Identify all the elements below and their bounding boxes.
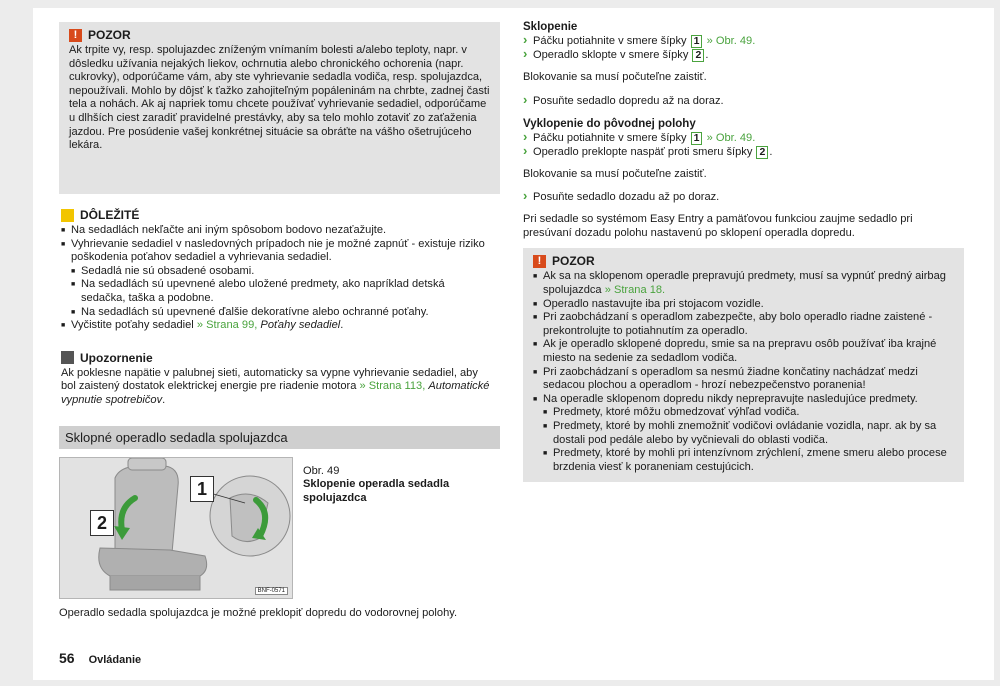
body-text: Operadlo sedadla spolujazdca je možné preklopiť dopredu do vodorovnej polohy. bbox=[59, 606, 458, 619]
caution-subbullet: ■ Na sedadlách sú upevnené alebo uložené predmety, ako napríklad detská sedačka, taška a podobne. bbox=[61, 278, 490, 305]
lock-text: Blokovanie sa musí počuteľne zaistiť. bbox=[523, 71, 707, 83]
manual-page bbox=[33, 8, 994, 680]
warning-subbullet: ■ Predmety, ktoré by mohli znemožniť vodičovi ovládanie vozidla, napr. ak by sa dostali pod pedále alebo by vyčnievali do oblasti vodiča. bbox=[533, 420, 954, 447]
warning-bullet: ■ Pri zaobchádzaní s operadlom zabezpečte, aby bolo operadlo riadne zaistené - prekontrolujte to potiahnutím za operadlo. bbox=[533, 311, 954, 338]
figure-caption bbox=[303, 465, 500, 599]
page-footer bbox=[59, 650, 141, 666]
seat-illustration bbox=[59, 457, 293, 599]
figure-title: Sklopenie operadla sedadla spolujazdca bbox=[303, 478, 450, 504]
footer-section: Ovládanie bbox=[88, 654, 142, 666]
warning-bullet: ■ Operadlo nastavujte iba pri stojacom vozidle. bbox=[533, 298, 954, 312]
figure-49 bbox=[59, 457, 500, 599]
page-link[interactable]: » Strana 99, bbox=[196, 319, 258, 332]
step-number: 1 bbox=[691, 132, 703, 145]
warning-icon: ! bbox=[69, 29, 82, 42]
info-icon: . bbox=[61, 351, 74, 364]
warning-bullet: ■ Ak sa na sklopenom operadle prepravujú predmety, musí sa vypnúť predný airbag spolujazdca » Strana 18. bbox=[533, 270, 954, 297]
page-link[interactable]: » Strana 113, bbox=[359, 380, 426, 393]
warning-subbullet: ■ Predmety, ktoré by mohli pri intenzívnom zrýchlení, zmene smeru alebo procese brzdenia viesť k poraneniam cestujúcich. bbox=[533, 447, 954, 474]
figure-link[interactable]: » Obr. 49. bbox=[706, 131, 756, 144]
warning-bullet: ■ Na operadle sklopenom dopredu nikdy neprepravujte nasledujúce predmety. bbox=[533, 393, 954, 407]
warning-subbullet: ■ Predmety, ktoré môžu obmedzovať výhľad vodiča. bbox=[533, 406, 954, 420]
caution-subbullet: ■ Na sedadlách sú upevnené ďalšie dekoratívne alebo ochranné poťahy. bbox=[61, 306, 490, 320]
warning-box-heating bbox=[59, 22, 500, 194]
figure-link[interactable]: » Obr. 49. bbox=[706, 35, 756, 47]
note-title: Upozornenie bbox=[80, 350, 153, 365]
page-number: 56 bbox=[59, 650, 75, 666]
figure-code: BNF-0571 bbox=[255, 587, 288, 595]
step: › Posuňte sedadlo dopredu až na doraz. bbox=[523, 94, 964, 108]
note-text: Ak poklesne napätie v palubnej sieti, automaticky sa vypne vyhrievanie sedadiel, aby bol zaistený dostatok elektrickej energie pre riadenie motora » Strana 113, Automatické vypnutie spotrebičov. bbox=[61, 366, 490, 406]
easy-entry-text: Pri sedadle so systémom Easy Entry a pamäťovou funkciou zaujme sedadlo pri presúvaní dozadu polohu nastavenú po sklopení operadla dopredu. bbox=[523, 213, 913, 239]
step: › Operadlo sklopte v smere šípky 2 . bbox=[523, 48, 964, 62]
step-number: 1 bbox=[691, 35, 703, 48]
step: › Posuňte sedadlo dozadu až po doraz. bbox=[523, 190, 964, 204]
callout-2: 2 bbox=[90, 510, 114, 536]
warning-bullet: ■ Ak je operadlo sklopené dopredu, smie sa na prepravu osôb používať iba krajné miesto na sedenie za sedadlom vodiča. bbox=[533, 338, 954, 365]
step: › Páčku potiahnite v smere šípky 1 » Obr. 49. bbox=[523, 131, 964, 145]
warning-title: POZOR bbox=[88, 28, 131, 42]
right-column bbox=[523, 20, 964, 482]
step: › Operadlo preklopte naspäť proti smeru šípky 2 . bbox=[523, 145, 964, 159]
unfold-heading: Vyklopenie do pôvodnej polohy bbox=[523, 117, 696, 130]
fold-heading: Sklopenie bbox=[523, 21, 578, 33]
step-number: 2 bbox=[756, 146, 768, 159]
warning-box-backrest bbox=[523, 248, 964, 482]
step: › Páčku potiahnite v smere šípky 1 » Obr. 49. bbox=[523, 34, 964, 48]
caution-bullet: ■ Na sedadlách nekľačte ani iným spôsobom bodovo nezaťažujte. bbox=[61, 224, 490, 238]
warning-bullet: ■ Pri zaobchádzaní s operadlom sa nesmú žiadne končatiny nachádzať medzi sedacou plochou a operadlom - hrozí nebezpečenstvo poranenia! bbox=[533, 366, 954, 393]
lock-text: Blokovanie sa musí počuteľne zaistiť. bbox=[523, 167, 707, 180]
caution-icon: . bbox=[61, 209, 74, 222]
page-link[interactable]: » Strana 18. bbox=[604, 283, 666, 296]
callout-1: 1 bbox=[190, 476, 214, 502]
step-number: 2 bbox=[692, 49, 704, 62]
caution-box bbox=[59, 202, 500, 341]
figure-number: Obr. 49 bbox=[303, 464, 340, 477]
caution-subbullet: ■ Sedadlá nie sú obsadené osobami. bbox=[61, 265, 490, 279]
note-box bbox=[59, 345, 500, 416]
left-column bbox=[59, 22, 500, 620]
section-title: Sklopné operadlo sedadla spolujazdca bbox=[59, 426, 500, 449]
warning-title: POZOR bbox=[552, 254, 595, 269]
warning-text: Ak trpite vy, resp. spolujazdec zníženým vnímaním bolesti a/alebo teploty, napr. v dôsledku užívania nejakých liekov, ochrnutia alebo chronického ochorenia (napr. cukrovky), odporúčame vám, aby ste vyhrievanie sedadla vodiča, resp. spolujazdca, nepoužívali. Mohlo by dôjsť k ťažko zahojiteľným popáleninám na chrbte, zadnej časti tela a nohách. Ak aj napriek tomu chcete používať vyhrievanie sedadiel, odporúčame u dlhších ciest zaradiť pravidelné prestávky, aby sa telo mohlo zotaviť zo zaťaženia jazdou. Pre posúdenie vašej konkrétnej situácie sa obráťte na vášho ošetrujúceho lekára. bbox=[69, 44, 490, 152]
caution-bullet: ■ Vyčistite poťahy sedadiel » Strana 99, Poťahy sedadiel. bbox=[61, 319, 490, 333]
warning-icon: ! bbox=[533, 255, 546, 268]
caution-bullet: ■ Vyhrievanie sedadiel v nasledovných prípadoch nie je možné zapnúť - existuje riziko poškodenia poťahov sedadiel a vyhrievania sedadiel. bbox=[61, 238, 490, 265]
caution-title: DÔLEŽITÉ bbox=[80, 208, 140, 222]
